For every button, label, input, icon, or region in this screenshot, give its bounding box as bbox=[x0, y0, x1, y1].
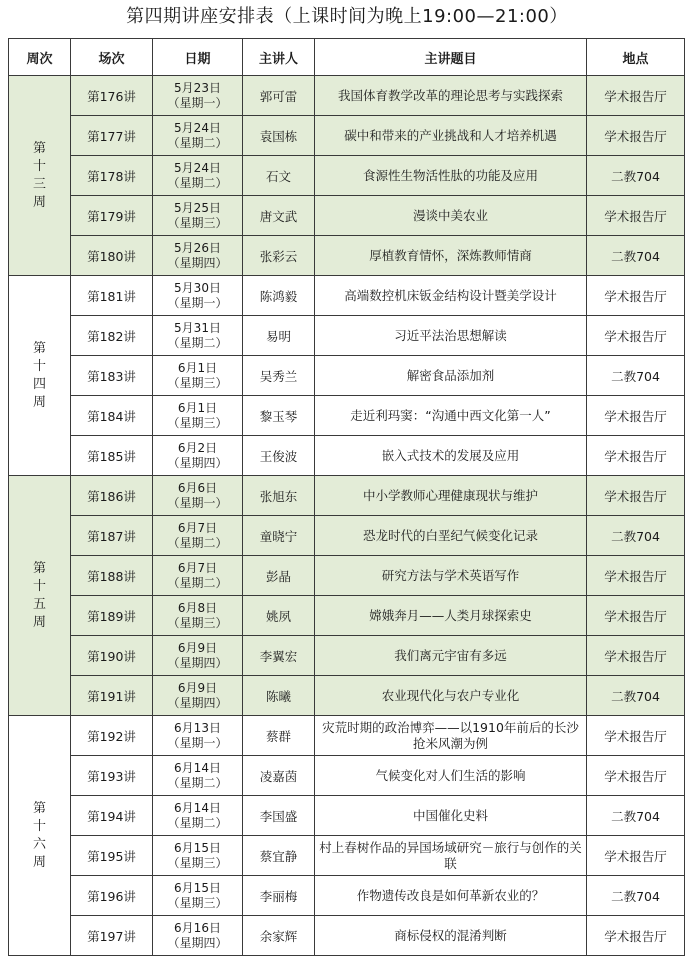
table-row bbox=[9, 836, 685, 876]
session-cell: 第187讲 bbox=[71, 516, 153, 556]
week-label-char: 第 bbox=[32, 140, 46, 156]
week-label-char: 十 bbox=[32, 578, 46, 594]
speaker-cell: 彭晶 bbox=[243, 556, 315, 596]
location-cell: 二教704 bbox=[587, 676, 685, 716]
weekday-text: （星期四） bbox=[167, 455, 228, 470]
speaker-cell: 唐文武 bbox=[243, 196, 315, 236]
topic-cell: 习近平法治思想解读 bbox=[315, 316, 587, 356]
location-cell: 学术报告厅 bbox=[587, 716, 685, 756]
topic-cell: 恐龙时代的白垩纪气候变化记录 bbox=[315, 516, 587, 556]
week-label-char: 五 bbox=[32, 596, 46, 612]
session-cell: 第184讲 bbox=[71, 396, 153, 436]
week-label-char: 十 bbox=[32, 358, 46, 374]
date-text: 5月25日 bbox=[174, 200, 221, 215]
session-cell: 第196讲 bbox=[71, 876, 153, 916]
table-row bbox=[9, 76, 685, 116]
topic-cell: 作物遗传改良是如何革新农业的？ bbox=[315, 876, 587, 916]
date-text: 6月7日 bbox=[177, 560, 218, 575]
week-label-char: 第 bbox=[32, 800, 46, 816]
weekday-text: （星期三） bbox=[167, 375, 228, 390]
location-cell: 学术报告厅 bbox=[587, 636, 685, 676]
weekday-text: （星期四） bbox=[167, 255, 228, 270]
week-label-char: 三 bbox=[32, 176, 46, 192]
table-row bbox=[9, 596, 685, 636]
topic-cell: 中国催化史料 bbox=[315, 796, 587, 836]
session-cell: 第189讲 bbox=[71, 596, 153, 636]
date-cell bbox=[153, 796, 243, 836]
session-cell: 第188讲 bbox=[71, 556, 153, 596]
week-label-char: 周 bbox=[32, 394, 46, 410]
weekday-text: （星期四） bbox=[167, 935, 228, 950]
date-text: 6月1日 bbox=[177, 400, 218, 415]
weekday-text: （星期二） bbox=[167, 335, 228, 350]
location-cell: 学术报告厅 bbox=[587, 756, 685, 796]
speaker-cell: 童晓宁 bbox=[243, 516, 315, 556]
header-session: 场次 bbox=[71, 39, 153, 76]
location-cell: 学术报告厅 bbox=[587, 316, 685, 356]
speaker-cell: 凌嘉茵 bbox=[243, 756, 315, 796]
topic-cell: 我们离元宇宙有多远 bbox=[315, 636, 587, 676]
location-cell: 学术报告厅 bbox=[587, 116, 685, 156]
table-row bbox=[9, 236, 685, 276]
header-speaker: 主讲人 bbox=[243, 39, 315, 76]
speaker-cell: 袁国栋 bbox=[243, 116, 315, 156]
date-cell bbox=[153, 876, 243, 916]
date-cell bbox=[153, 236, 243, 276]
week-label-char: 十 bbox=[32, 158, 46, 174]
date-text: 5月24日 bbox=[174, 120, 221, 135]
table-row bbox=[9, 876, 685, 916]
table-row bbox=[9, 396, 685, 436]
week-label-char: 周 bbox=[32, 194, 46, 210]
weekday-text: （星期二） bbox=[167, 775, 228, 790]
date-cell bbox=[153, 836, 243, 876]
session-cell: 第191讲 bbox=[71, 676, 153, 716]
speaker-cell: 吴秀兰 bbox=[243, 356, 315, 396]
topic-cell: 研究方法与学术英语写作 bbox=[315, 556, 587, 596]
session-cell: 第179讲 bbox=[71, 196, 153, 236]
header-date: 日期 bbox=[153, 39, 243, 76]
table-row bbox=[9, 356, 685, 396]
table-row bbox=[9, 796, 685, 836]
location-cell: 学术报告厅 bbox=[587, 556, 685, 596]
date-text: 6月16日 bbox=[174, 920, 221, 935]
session-cell: 第195讲 bbox=[71, 836, 153, 876]
date-text: 5月24日 bbox=[174, 160, 221, 175]
week-label-char: 第 bbox=[32, 340, 46, 356]
table-row bbox=[9, 756, 685, 796]
location-cell: 学术报告厅 bbox=[587, 836, 685, 876]
session-cell: 第178讲 bbox=[71, 156, 153, 196]
date-text: 6月1日 bbox=[177, 360, 218, 375]
lecture-schedule-table bbox=[8, 38, 685, 956]
weekday-text: （星期一） bbox=[167, 295, 228, 310]
date-cell bbox=[153, 76, 243, 116]
date-cell bbox=[153, 396, 243, 436]
topic-cell: 嵌入式技术的发展及应用 bbox=[315, 436, 587, 476]
date-text: 6月7日 bbox=[177, 520, 218, 535]
date-cell bbox=[153, 716, 243, 756]
week-label-char: 十 bbox=[32, 818, 46, 834]
topic-cell: 食源性生物活性肽的功能及应用 bbox=[315, 156, 587, 196]
date-text: 6月9日 bbox=[177, 680, 218, 695]
date-text: 6月14日 bbox=[174, 800, 221, 815]
weekday-text: （星期二） bbox=[167, 535, 228, 550]
speaker-cell: 李翼宏 bbox=[243, 636, 315, 676]
header-topic: 主讲题目 bbox=[315, 39, 587, 76]
weekday-text: （星期二） bbox=[167, 815, 228, 830]
table-row bbox=[9, 196, 685, 236]
topic-cell: 走近利玛窦：“沟通中西文化第一人” bbox=[315, 396, 587, 436]
session-cell: 第183讲 bbox=[71, 356, 153, 396]
week-label bbox=[9, 716, 71, 956]
speaker-cell: 陈曦 bbox=[243, 676, 315, 716]
date-cell bbox=[153, 756, 243, 796]
date-cell bbox=[153, 516, 243, 556]
speaker-cell: 王俊波 bbox=[243, 436, 315, 476]
session-cell: 第185讲 bbox=[71, 436, 153, 476]
weekday-text: （星期三） bbox=[167, 415, 228, 430]
speaker-cell: 张彩云 bbox=[243, 236, 315, 276]
speaker-cell: 李丽梅 bbox=[243, 876, 315, 916]
header-location: 地点 bbox=[587, 39, 685, 76]
table-row bbox=[9, 436, 685, 476]
speaker-cell: 蔡群 bbox=[243, 716, 315, 756]
topic-cell: 解密食品添加剂 bbox=[315, 356, 587, 396]
week-label-char: 第 bbox=[32, 560, 46, 576]
weekday-text: （星期四） bbox=[167, 695, 228, 710]
speaker-cell: 蔡宜静 bbox=[243, 836, 315, 876]
topic-cell: 商标侵权的混淆判断 bbox=[315, 916, 587, 956]
topic-cell: 漫谈中美农业 bbox=[315, 196, 587, 236]
session-cell: 第176讲 bbox=[71, 76, 153, 116]
speaker-cell: 李国盛 bbox=[243, 796, 315, 836]
table-row bbox=[9, 676, 685, 716]
topic-cell: 我国体育教学改革的理论思考与实践探索 bbox=[315, 76, 587, 116]
session-cell: 第192讲 bbox=[71, 716, 153, 756]
session-cell: 第193讲 bbox=[71, 756, 153, 796]
location-cell: 二教704 bbox=[587, 796, 685, 836]
date-cell bbox=[153, 596, 243, 636]
date-cell bbox=[153, 156, 243, 196]
date-text: 6月8日 bbox=[177, 600, 218, 615]
weekday-text: （星期一） bbox=[167, 735, 228, 750]
speaker-cell: 张旭东 bbox=[243, 476, 315, 516]
location-cell: 二教704 bbox=[587, 516, 685, 556]
weekday-text: （星期二） bbox=[167, 135, 228, 150]
date-text: 6月15日 bbox=[174, 880, 221, 895]
location-cell: 二教704 bbox=[587, 356, 685, 396]
location-cell: 学术报告厅 bbox=[587, 436, 685, 476]
location-cell: 学术报告厅 bbox=[587, 76, 685, 116]
date-cell bbox=[153, 676, 243, 716]
date-text: 6月9日 bbox=[177, 640, 218, 655]
date-text: 6月13日 bbox=[174, 720, 221, 735]
date-text: 6月15日 bbox=[174, 840, 221, 855]
session-cell: 第180讲 bbox=[71, 236, 153, 276]
table-row bbox=[9, 116, 685, 156]
table-row bbox=[9, 276, 685, 316]
date-cell bbox=[153, 436, 243, 476]
location-cell: 二教704 bbox=[587, 236, 685, 276]
topic-cell: 嫦娥奔月——人类月球探索史 bbox=[315, 596, 587, 636]
table-row bbox=[9, 916, 685, 956]
date-cell bbox=[153, 276, 243, 316]
date-cell bbox=[153, 556, 243, 596]
table-row bbox=[9, 716, 685, 756]
location-cell: 二教704 bbox=[587, 156, 685, 196]
date-text: 6月6日 bbox=[177, 480, 218, 495]
week-label-char: 周 bbox=[32, 614, 46, 630]
topic-cell: 碳中和带来的产业挑战和人才培养机遇 bbox=[315, 116, 587, 156]
session-cell: 第181讲 bbox=[71, 276, 153, 316]
week-label bbox=[9, 276, 71, 476]
table-row bbox=[9, 516, 685, 556]
schedule-body bbox=[9, 76, 685, 956]
topic-cell: 中小学教师心理健康现状与维护 bbox=[315, 476, 587, 516]
location-cell: 学术报告厅 bbox=[587, 396, 685, 436]
weekday-text: （星期二） bbox=[167, 175, 228, 190]
date-cell bbox=[153, 476, 243, 516]
speaker-cell: 易明 bbox=[243, 316, 315, 356]
week-label-char: 四 bbox=[32, 376, 46, 392]
session-cell: 第197讲 bbox=[71, 916, 153, 956]
date-cell bbox=[153, 356, 243, 396]
session-cell: 第194讲 bbox=[71, 796, 153, 836]
week-label-char: 周 bbox=[32, 854, 46, 870]
table-row bbox=[9, 316, 685, 356]
table-row bbox=[9, 556, 685, 596]
location-cell: 学术报告厅 bbox=[587, 596, 685, 636]
table-header-row bbox=[9, 39, 685, 76]
weekday-text: （星期二） bbox=[167, 575, 228, 590]
table-row bbox=[9, 636, 685, 676]
week-label bbox=[9, 476, 71, 716]
session-cell: 第177讲 bbox=[71, 116, 153, 156]
page-title: 第四期讲座安排表（上课时间为晚上19:00—21:00） bbox=[126, 6, 568, 27]
session-cell: 第182讲 bbox=[71, 316, 153, 356]
location-cell: 学术报告厅 bbox=[587, 916, 685, 956]
weekday-text: （星期三） bbox=[167, 895, 228, 910]
location-cell: 学术报告厅 bbox=[587, 476, 685, 516]
table-row bbox=[9, 156, 685, 196]
date-text: 5月31日 bbox=[174, 320, 221, 335]
date-text: 6月14日 bbox=[174, 760, 221, 775]
speaker-cell: 郭可雷 bbox=[243, 76, 315, 116]
date-text: 5月26日 bbox=[174, 240, 221, 255]
date-cell bbox=[153, 636, 243, 676]
weekday-text: （星期三） bbox=[167, 615, 228, 630]
location-cell: 学术报告厅 bbox=[587, 276, 685, 316]
session-cell: 第190讲 bbox=[71, 636, 153, 676]
header-week: 周次 bbox=[9, 39, 71, 76]
week-label bbox=[9, 76, 71, 276]
weekday-text: （星期三） bbox=[167, 215, 228, 230]
weekday-text: （星期四） bbox=[167, 655, 228, 670]
session-cell: 第186讲 bbox=[71, 476, 153, 516]
location-cell: 学术报告厅 bbox=[587, 196, 685, 236]
table-row bbox=[9, 476, 685, 516]
topic-cell: 灾荒时期的政治博弈——以1910年前后的长沙抢米风潮为例 bbox=[315, 716, 587, 756]
date-text: 5月23日 bbox=[174, 80, 221, 95]
location-cell: 二教704 bbox=[587, 876, 685, 916]
speaker-cell: 陈鸿毅 bbox=[243, 276, 315, 316]
topic-cell: 气候变化对人们生活的影响 bbox=[315, 756, 587, 796]
speaker-cell: 余家辉 bbox=[243, 916, 315, 956]
topic-cell: 高端数控机床钣金结构设计暨美学设计 bbox=[315, 276, 587, 316]
date-cell bbox=[153, 316, 243, 356]
date-cell bbox=[153, 916, 243, 956]
weekday-text: （星期一） bbox=[167, 495, 228, 510]
speaker-cell: 姚夙 bbox=[243, 596, 315, 636]
speaker-cell: 石文 bbox=[243, 156, 315, 196]
date-cell bbox=[153, 116, 243, 156]
week-label-char: 六 bbox=[32, 836, 46, 852]
topic-cell: 村上春树作品的异国场域研究－旅行与创作的关联 bbox=[315, 836, 587, 876]
topic-cell: 厚植教育情怀，深炼教师情商 bbox=[315, 236, 587, 276]
date-text: 6月2日 bbox=[177, 440, 218, 455]
speaker-cell: 黎玉琴 bbox=[243, 396, 315, 436]
date-text: 5月30日 bbox=[174, 280, 221, 295]
weekday-text: （星期一） bbox=[167, 95, 228, 110]
date-cell bbox=[153, 196, 243, 236]
weekday-text: （星期三） bbox=[167, 855, 228, 870]
topic-cell: 农业现代化与农户专业化 bbox=[315, 676, 587, 716]
